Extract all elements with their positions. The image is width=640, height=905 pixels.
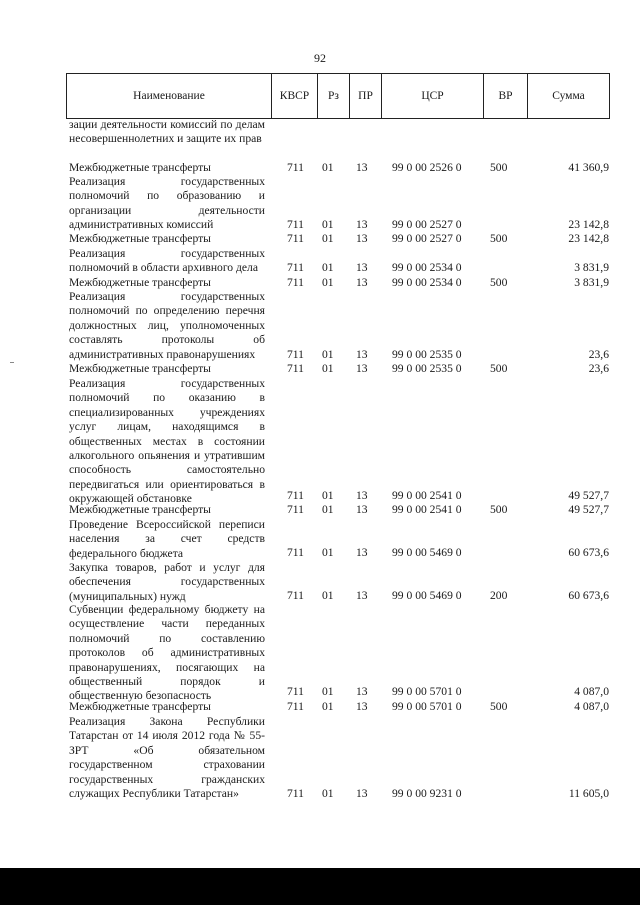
- row-rz: 01: [322, 348, 334, 361]
- row-csr: 99 0 00 5701 0: [392, 685, 462, 698]
- row-pr: 13: [356, 787, 368, 800]
- row-sum: 4 087,0: [574, 700, 609, 713]
- row-name: зации деятельности комиссий по делам несовершеннолетних и защите их прав: [69, 118, 265, 146]
- row-pr: 13: [356, 489, 368, 502]
- row-sum: 49 527,7: [568, 489, 609, 502]
- row-csr: 99 0 00 2541 0: [392, 489, 462, 502]
- row-sum: 4 087,0: [574, 685, 609, 698]
- row-sum: 41 360,9: [568, 161, 609, 174]
- row-vr: 500: [490, 503, 508, 516]
- row-pr: 13: [356, 276, 368, 289]
- row-rz: 01: [322, 161, 334, 174]
- header-kvsr: КВСР: [271, 74, 317, 118]
- row-kvsr: 711: [287, 489, 304, 502]
- row-csr: 99 0 00 2527 0: [392, 218, 462, 231]
- row-csr: 99 0 00 2534 0: [392, 261, 462, 274]
- page-number: 92: [314, 51, 326, 65]
- row-kvsr: 711: [287, 276, 304, 289]
- row-sum: 60 673,6: [568, 589, 609, 602]
- row-name: Межбюджетные трансферты: [69, 161, 211, 174]
- row-kvsr: 711: [287, 503, 304, 516]
- row-csr: 99 0 00 5469 0: [392, 589, 462, 602]
- header-pr: ПР: [349, 74, 381, 118]
- row-pr: 13: [356, 700, 368, 713]
- row-rz: 01: [322, 261, 334, 274]
- row-rz: 01: [322, 787, 334, 800]
- row-csr: 99 0 00 2535 0: [392, 348, 462, 361]
- row-rz: 01: [322, 685, 334, 698]
- row-sum: 23 142,8: [568, 232, 609, 245]
- row-vr: 500: [490, 276, 508, 289]
- row-rz: 01: [322, 589, 334, 602]
- row-name: Межбюджетные трансферты: [69, 276, 211, 289]
- row-name: Реализация Закона Республики Татарстан от 14 июля 2012 года № 55-ЗРТ «Об обязательном государственном страховании государственных гражданских служащих Республики Татарстан»: [69, 715, 265, 801]
- row-rz: 01: [322, 218, 334, 231]
- row-kvsr: 711: [287, 348, 304, 361]
- row-kvsr: 711: [287, 161, 304, 174]
- row-kvsr: 711: [287, 589, 304, 602]
- row-name: Субвенции федеральному бюджету на осуществление части переданных полномочий по составлению протоколов об административных правонарушениях, посягающих на общественный порядок и общественную безопасность: [69, 603, 265, 703]
- scan-border-bottom: [0, 868, 640, 905]
- row-rz: 01: [322, 503, 334, 516]
- row-name: Межбюджетные трансферты: [69, 503, 211, 516]
- row-sum: 3 831,9: [574, 276, 609, 289]
- header-rz: Рз: [317, 74, 349, 118]
- row-name: Реализация государственных полномочий по образованию и организации деятельности административных комиссий: [69, 175, 265, 232]
- row-name: Реализация государственных полномочий по оказанию в специализированных учреждениях услуг лицам, находящимся в общественных местах в состоянии алкогольного опьянения и утратившим способность самостоятельно передвигаться или ориентироваться в окружающей обстановке: [69, 377, 265, 506]
- row-kvsr: 711: [287, 546, 304, 559]
- row-name: Реализация государственных полномочий по определению перечня должностных лиц, уполномоченных составлять протоколы об административных правонарушениях: [69, 290, 265, 361]
- row-pr: 13: [356, 348, 368, 361]
- row-pr: 13: [356, 589, 368, 602]
- row-csr: 99 0 00 2527 0: [392, 232, 462, 245]
- row-csr: 99 0 00 2534 0: [392, 276, 462, 289]
- row-pr: 13: [356, 685, 368, 698]
- row-name: Реализация государственных полномочий в области архивного дела: [69, 247, 265, 275]
- row-pr: 13: [356, 261, 368, 274]
- row-kvsr: 711: [287, 362, 304, 375]
- row-kvsr: 711: [287, 700, 304, 713]
- row-vr: 500: [490, 700, 508, 713]
- scan-mark: [10, 362, 14, 363]
- row-vr: 500: [490, 232, 508, 245]
- row-rz: 01: [322, 700, 334, 713]
- row-csr: 99 0 00 5701 0: [392, 700, 462, 713]
- row-name: Межбюджетные трансферты: [69, 362, 211, 375]
- header-csr: ЦСР: [381, 74, 483, 118]
- row-rz: 01: [322, 276, 334, 289]
- row-rz: 01: [322, 546, 334, 559]
- header-vr: ВР: [483, 74, 527, 118]
- row-sum: 23 142,8: [568, 218, 609, 231]
- row-sum: 11 605,0: [568, 787, 609, 800]
- row-csr: 99 0 00 9231 0: [392, 787, 462, 800]
- row-vr: 500: [490, 362, 508, 375]
- row-kvsr: 711: [287, 685, 304, 698]
- row-name: Закупка товаров, работ и услуг для обеспечения государственных (муниципальных) нужд: [69, 561, 265, 603]
- row-pr: 13: [356, 503, 368, 516]
- row-name: Межбюджетные трансферты: [69, 232, 211, 245]
- header-sum: Сумма: [527, 74, 609, 118]
- row-sum: 3 831,9: [574, 261, 609, 274]
- row-name: Проведение Всероссийской переписи населения за счет средств федерального бюджета: [69, 518, 265, 560]
- row-csr: 99 0 00 2535 0: [392, 362, 462, 375]
- row-sum: 60 673,6: [568, 546, 609, 559]
- row-name: Межбюджетные трансферты: [69, 700, 211, 713]
- row-csr: 99 0 00 2541 0: [392, 503, 462, 516]
- row-vr: 200: [490, 589, 508, 602]
- row-rz: 01: [322, 489, 334, 502]
- row-sum: 23,6: [588, 362, 609, 375]
- row-rz: 01: [322, 232, 334, 245]
- row-pr: 13: [356, 161, 368, 174]
- row-csr: 99 0 00 5469 0: [392, 546, 462, 559]
- header-name: Наименование: [133, 90, 205, 102]
- table-header: [66, 73, 610, 119]
- row-kvsr: 711: [287, 787, 304, 800]
- row-sum: 49 527,7: [568, 503, 609, 516]
- row-kvsr: 711: [287, 261, 304, 274]
- row-kvsr: 711: [287, 218, 304, 231]
- row-pr: 13: [356, 232, 368, 245]
- row-kvsr: 711: [287, 232, 304, 245]
- row-sum: 23,6: [588, 348, 609, 361]
- row-pr: 13: [356, 362, 368, 375]
- row-vr: 500: [490, 161, 508, 174]
- row-pr: 13: [356, 546, 368, 559]
- row-csr: 99 0 00 2526 0: [392, 161, 462, 174]
- row-rz: 01: [322, 362, 334, 375]
- row-pr: 13: [356, 218, 368, 231]
